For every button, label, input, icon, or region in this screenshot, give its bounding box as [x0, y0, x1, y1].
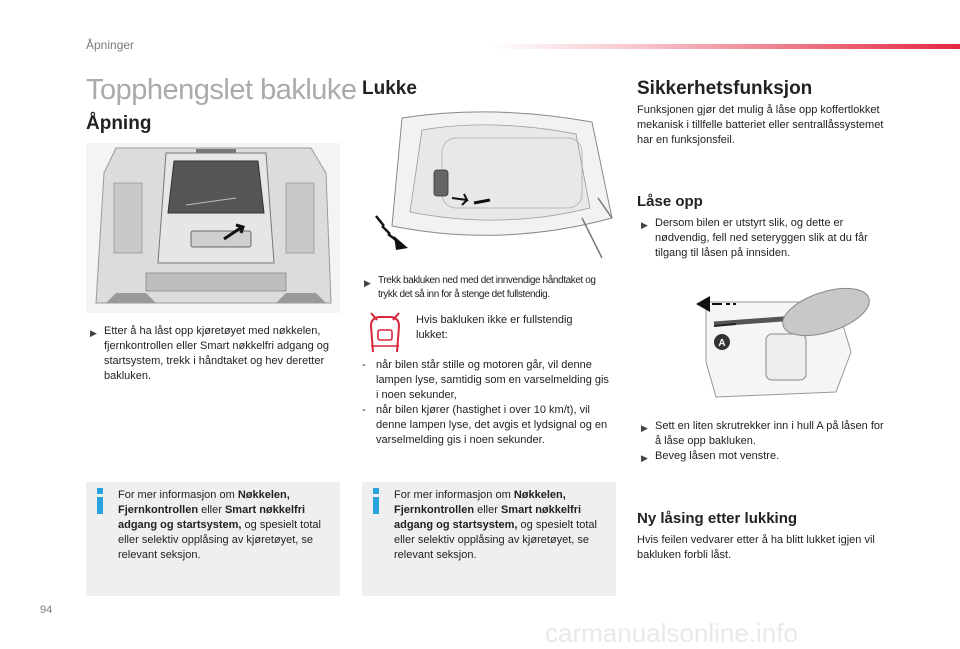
header-accent-bar — [490, 44, 960, 49]
watermark: carmanualsonline.info — [545, 618, 798, 648]
info-icon — [96, 488, 104, 514]
tailgate-rear-illustration — [86, 143, 340, 313]
open-tailgate-warning-icon — [367, 312, 403, 354]
arrow-bullet-icon: ▶ — [641, 453, 648, 463]
info-text: For mer informasjon om Nøkkelen, Fjernkontrollen eller Smart nøkkelfri adgang og startsystem, og spesielt total eller selektiv opplåsing av kjøretøyet, se relevant seksjon. — [394, 489, 597, 561]
label-a: A — [718, 338, 726, 349]
info-box-col2 — [362, 482, 616, 596]
info-box-col1 — [86, 482, 340, 596]
arrow-bullet-icon: ▶ — [641, 220, 648, 230]
heading-lukke: Lukke — [362, 78, 417, 99]
arrow-bullet-icon: ▶ — [641, 423, 648, 433]
heading-sikkerhetsfunksjon: Sikkerhetsfunksjon — [637, 78, 813, 99]
dash-list — [362, 358, 614, 448]
list-item: - når bilen står stille og motoren går, vil denne lampen lyse, samtidig som en varselmelding gis i noen sekunder, — [362, 359, 609, 401]
list-item: ▶ Sett en liten skrutrekker inn i hull A på låsen for å låse opp bakluken. — [641, 420, 884, 447]
tailgate-interior-illustration — [362, 108, 616, 260]
heading-ny-lasing: Ny låsing etter lukking — [637, 510, 798, 527]
warning-text: Hvis bakluken ikke er fullstendig lukket: — [416, 314, 573, 341]
bullet-list-unlock — [641, 419, 887, 466]
list-item: - når bilen kjører (hastighet i over 10 km/t), vil denne lampen lyse, det avgis et lydsignal og en varselmelding gis i noen sekunder. — [362, 404, 608, 446]
heading-apning: Åpning — [86, 113, 152, 134]
ny-lasing-text: Hvis feilen vedvarer etter å ha blitt lukket igjen vil bakluken forbli låst. — [637, 534, 875, 561]
arrow-bullet-icon: ▶ — [364, 278, 371, 288]
arrow-bullet-icon: ▶ — [90, 328, 97, 338]
info-icon — [372, 488, 380, 514]
section-title: Åpninger — [86, 38, 135, 52]
info-text: For mer informasjon om Nøkkelen, Fjernkontrollen eller Smart nøkkelfri adgang og startsystem, og spesielt total eller selektiv opplåsing av kjøretøyet, se relevant seksjon. — [118, 489, 321, 561]
heading-lase-opp: Låse opp — [637, 193, 703, 210]
page-number: 94 — [40, 604, 53, 616]
bullet-lase-opp: ▶ Dersom bilen er utstyrt slik, og dette er nødvendig, fell ned seteryggen slik at du får tilgang til låsen på innsiden. — [641, 217, 868, 259]
bullet-lukke: ▶ Trekk bakluken ned med det innvendige håndtaket og trykk det så inn for å stenge det fullstendig. — [364, 275, 596, 300]
lock-illustration — [676, 282, 886, 402]
list-item: ▶ Beveg låsen mot venstre. — [641, 449, 887, 466]
intro-text: Funksjonen gjør det mulig å låse opp koffertlokket mekanisk i tillfelle batteriet eller sentrallåssystemet har en funksjonsfeil. — [637, 104, 884, 146]
page-title: Topphengslet bakluke — [86, 74, 357, 106]
bullet-apning: ▶ Etter å ha låst opp kjøretøyet med nøkkelen, fjernkontrollen eller Smart nøkkelfri adgang og startsystem, trekk i håndtaket og hev deretter bakluken. — [90, 325, 330, 382]
